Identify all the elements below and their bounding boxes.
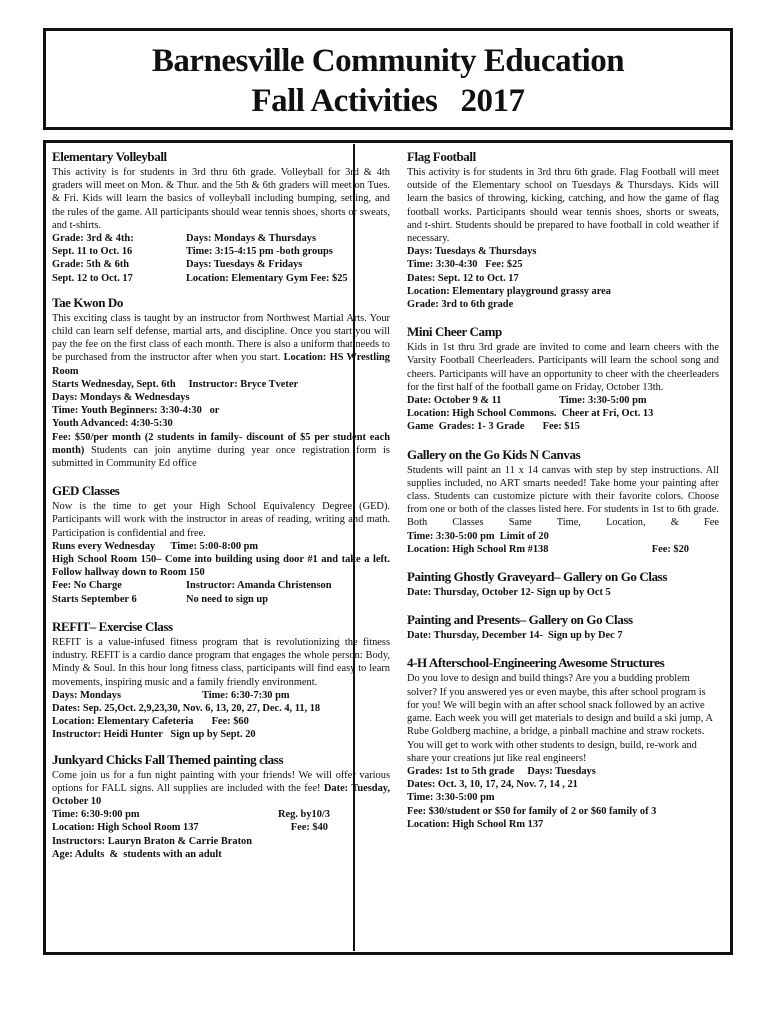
section-elementary-volleyball xyxy=(52,148,390,285)
right-column xyxy=(407,148,719,831)
section-heading: 4-H Afterschool-Engineering Awesome Structures xyxy=(407,655,665,671)
detail-value: Days: Tuesdays & Fridays xyxy=(186,259,303,271)
detail-value: Instructor: Amanda Christenson xyxy=(186,580,332,592)
fee-line: Fee: $30/student or $50 for family of 2 or $60 family of 3 xyxy=(407,805,657,817)
fee-text: Fee: $20 xyxy=(651,543,689,555)
date-line: Date: Thursday, December 14- Sign up by Dec 7 xyxy=(407,630,623,642)
detail-value: Days: Mondays & Thursdays xyxy=(186,233,317,245)
fee-paragraph xyxy=(52,431,390,471)
time-text: Time: 6:30-9:00 pm xyxy=(52,809,140,821)
days-line: Days: Tuesdays & Thursdays xyxy=(407,246,537,258)
location-line: Location: Elementary playground grassy area xyxy=(407,285,611,297)
age-line: Age: Adults & students with an adult xyxy=(52,848,222,860)
location-text: Location: High School Room 137 xyxy=(52,822,199,834)
detail-label: Starts September 6 xyxy=(52,593,137,605)
detail-row xyxy=(407,543,719,556)
fee-note: Students can join anytime during year once registration form is submitted in Community Ed office xyxy=(52,444,390,470)
location-text: Location: High School Rm #138 xyxy=(407,543,549,555)
section-description: This activity is for students in 3rd thru 6th grade. Flag Football will meet outside of the Elementary school on Tuesdays & Thursdays. Kids will learn the basics of throwing, kicking, catching, and how the game of flag football works. Participants should wear tennis shoes, shorts or sweats, and t-shirt. Students should be prepared to have football in cold weather if necessary. xyxy=(407,167,719,245)
date-text: Date: Tuesday, October 10 xyxy=(52,782,390,807)
time-text: Time: 6:30-7:30 pm xyxy=(202,689,290,701)
detail-label: Grade: 3rd & 4th: xyxy=(52,233,134,245)
section-heading: Gallery on the Go Kids N Canvas xyxy=(407,446,581,462)
detail-row xyxy=(52,258,390,271)
instructors-line: Instructors: Lauryn Braton & Carrie Braton xyxy=(52,835,252,847)
detail-row xyxy=(52,579,390,592)
description-text: Students will paint an 11 x 14 canvas with step by step instructions. All supplies included, no ART smarts needed! Take home your painting after class. Students can customize picture with their favorite colors. Choose from one or both of the classes listed here. For students in 1st to 6th grade. Both Classes Same Time, Location, & Fee xyxy=(407,464,719,529)
detail-label: Grade: 5th & 6th xyxy=(52,259,130,271)
section-description: Kids in 1st thru 3rd grade are invited to come and learn cheers with the Varsity Football Cheerleaders. Participants will learn the school song and cheers. Participants will have an opportunity to cheer with the cheerleaders for the first half of the football game on Friday, October 13th. xyxy=(407,342,719,393)
location-line: Location: High School Rm 137 xyxy=(407,818,544,830)
grades-line: Grades: 1st to 5th grade Days: Tuesdays xyxy=(407,765,596,777)
section-ged-classes xyxy=(52,482,390,606)
section-heading: REFIT– Exercise Class xyxy=(52,618,173,634)
detail-row xyxy=(52,272,390,285)
runs-line: Runs every Wednesday Time: 5:00-8:00 pm xyxy=(52,540,259,552)
detail-label: Fee: No Charge xyxy=(52,580,122,592)
detail-value: Time: 3:15-4:15 pm -both groups xyxy=(186,246,333,258)
game-line: Game Grades: 1- 3 Grade Fee: $15 xyxy=(407,421,580,433)
section-heading: Painting Ghostly Graveyard– Gallery on Go Class xyxy=(407,569,667,585)
section-ghostly-graveyard xyxy=(407,568,719,599)
detail-label: Sept. 12 to Oct. 17 xyxy=(52,272,133,284)
dates-line: Dates: Sep. 25,Oct. 2,9,23,30, Nov. 6, 13, 20, 27, Dec. 4, 11, 18 xyxy=(52,702,321,714)
section-tae-kwon-do xyxy=(52,294,390,470)
section-gallery-kids-canvas xyxy=(407,446,719,556)
detail-value: Location: Elementary Gym Fee: $25 xyxy=(186,272,348,284)
reg-text: Reg. by10/3 xyxy=(278,809,330,821)
date-text: Date: October 9 & 11 xyxy=(407,395,502,407)
section-description xyxy=(52,769,390,809)
time-line: Time: Youth Beginners: 3:30-4:30 or xyxy=(52,405,220,417)
section-refit xyxy=(52,618,390,742)
description-text: Come join us for a fun night painting with your friends! We will offer various options for FALL signs. All supplies are included with the fee! xyxy=(52,769,390,794)
section-mini-cheer-camp xyxy=(407,323,719,433)
grade-line: Grade: 3rd to 6th grade xyxy=(407,299,514,311)
location-text: Location: HS Wrestling Room xyxy=(52,352,390,377)
section-heading: Elementary Volleyball xyxy=(52,149,167,164)
left-column xyxy=(52,148,390,861)
detail-row xyxy=(52,593,390,606)
section-heading: Junkyard Chicks Fall Themed painting class xyxy=(52,751,284,767)
detail-row xyxy=(52,245,390,258)
section-description: Now is the time to get your High School Equivalency Degree (GED). Participants will work with the instructor in areas of reading, writing and math. Participation is confidential and free. xyxy=(52,501,390,539)
section-junkyard-chicks xyxy=(52,751,390,861)
section-heading: Mini Cheer Camp xyxy=(407,324,502,340)
location-line: Location: Elementary Cafeteria Fee: $60 xyxy=(52,716,249,728)
section-painting-presents xyxy=(407,611,719,642)
section-heading: Painting and Presents– Gallery on Go Class xyxy=(407,612,633,628)
detail-row xyxy=(52,232,390,245)
section-heading: GED Classes xyxy=(52,483,120,499)
section-flag-football xyxy=(407,148,719,311)
time-text: Time: 3:30-5:00 pm xyxy=(559,395,647,407)
time-line: Time: 3:30-5:00 pm xyxy=(407,792,495,804)
location-line: Location: High School Commons. Cheer at Fri, Oct. 13 xyxy=(407,408,654,420)
detail-row xyxy=(407,394,719,407)
section-heading: Flag Football xyxy=(407,149,476,164)
fee-text: Fee: $50/per month (2 students in family- discount of $5 per student each month) xyxy=(52,431,390,456)
section-description: Do you love to design and build things? Are you a budding problem solver? If you answered yes or even maybe, this after school program is for you! We will begin with an after school snack followed by an active game. Each week you will get materials to design and build a ski jump, A Rube Goldberg machine, a bridge, a pinball machine and straw rockets. You will get to work with other students to design, build, re-work and share your creations jut like real engineers! xyxy=(407,673,713,764)
fee-text: Fee: $40 xyxy=(290,822,328,834)
start-line: Starts Wednesday, Sept. 6th Instructor: Bryce Tveter xyxy=(52,378,299,390)
time-line: Time: 3:30-4:30 Fee: $25 xyxy=(407,259,523,271)
days-text: Days: Mondays xyxy=(52,689,121,701)
dates-line: Dates: Sept. 12 to Oct. 17 xyxy=(407,272,519,284)
section-heading: Tae Kwon Do xyxy=(52,294,123,310)
section-description: This activity is for students in 3rd thru 6th grade. Volleyball for 3rd & 4th graders will meet on Mon. & Thur. and the 5th & 6th graders will meet on Tues. & Fri. Kids will learn the basics of volleyball including bumping, setting, and the rules of the game. All participants should wear tennis shoes, shorts or sweats, and t-shirts. xyxy=(52,167,390,231)
description-text: This exciting class is taught by an instructor from Northwest Martial Arts. Your child can learn self defense, martial arts, and discipline. Once you start you will pay the fee on the first class of each month. There is also a uniform that needs to be purchased from the instructor after when you start. xyxy=(52,312,390,364)
detail-row xyxy=(52,808,390,821)
date-line: Date: Thursday, October 12- Sign up by Oct 5 xyxy=(407,587,611,599)
time-line-2: Youth Advanced: 4:30-5:30 xyxy=(52,418,173,430)
section-description: REFIT is a value-infused fitness program that is revolutionizing the fitness industry. REFIT is a cardio dance program that engages the whole person: Body, Mindy & Soul. In this hour long fitness class, participants will find easy to learn movements, inspiring music and a family friendly environment. xyxy=(52,636,390,688)
detail-value: No need to sign up xyxy=(186,593,268,605)
detail-label: Sept. 11 to Oct. 16 xyxy=(52,246,133,258)
title-line-2: Fall Activities 2017 xyxy=(251,83,525,119)
days-line: Days: Mondays & Wednesdays xyxy=(52,392,190,404)
section-description xyxy=(52,312,390,378)
dates-line: Dates: Oct. 3, 10, 17, 24, Nov. 7, 14 , 21 xyxy=(407,779,578,791)
time-text: Time: 3:30-5:00 pm Limit of 20 xyxy=(407,530,549,542)
detail-row xyxy=(52,689,390,702)
instructor-line: Instructor: Heidi Hunter Sign up by Sept. 20 xyxy=(52,729,256,741)
detail-row xyxy=(52,821,390,834)
title-box xyxy=(43,28,733,130)
section-4h-afterschool xyxy=(407,654,719,830)
title-line-1: Barnesville Community Education xyxy=(151,43,625,79)
room-line: High School Room 150– Come into building using door #1 and take a left. Follow hallway down to Room 150 xyxy=(52,554,390,579)
section-description xyxy=(407,464,719,543)
